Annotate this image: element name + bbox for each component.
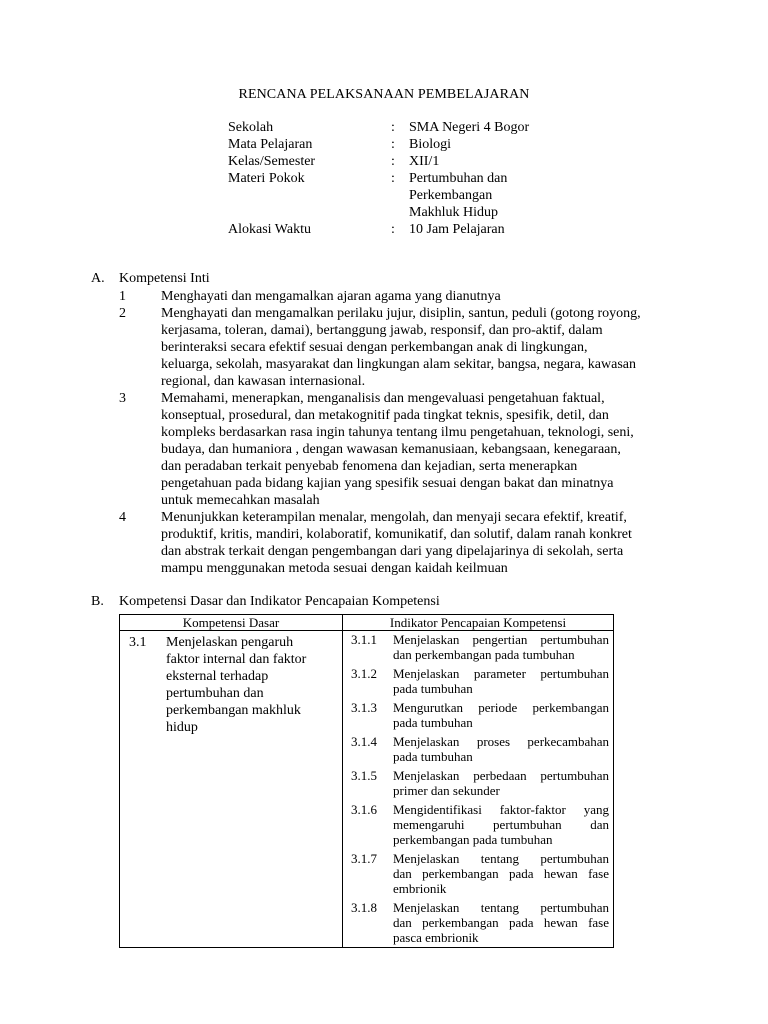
alokasi-label: Alokasi Waktu [228, 222, 311, 237]
indicator-item [351, 666, 609, 696]
kompetensi-inti-list [119, 288, 699, 577]
text-line: hidup [166, 720, 198, 735]
text-line: pertumbuhan dan [166, 686, 264, 701]
text-line: dan perkembangan pada hewan fase [393, 866, 609, 881]
indicator-text [393, 666, 609, 696]
indicator-text [393, 900, 609, 945]
indicator-item [351, 734, 609, 764]
section-a-heading [91, 270, 210, 287]
indicator-number: 3.1.8 [351, 900, 377, 915]
indicator-text [393, 632, 609, 662]
text-line: Menjelaskan perbedaan pertumbuhan [393, 768, 609, 783]
kd-number: 3.1 [129, 635, 147, 650]
indicator-number: 3.1.3 [351, 700, 377, 715]
section-letter: B. [91, 594, 104, 609]
mapel-label: Mata Pelajaran [228, 137, 313, 152]
indicator-cell [343, 631, 614, 948]
item-number: 3 [119, 391, 126, 406]
list-item [119, 305, 699, 390]
indicator-text [393, 851, 609, 896]
materi-value-line: Perkembangan [409, 188, 493, 203]
list-item [119, 288, 699, 305]
indicator-number: 3.1.2 [351, 666, 377, 681]
text-line: Menghayati dan mengamalkan ajaran agama yang dianutnya [161, 289, 501, 304]
text-line: dan perkembangan pada tumbuhan [393, 647, 575, 662]
text-line: kerjasama, toleran, damai), bertanggung jawab, responsif, dan pro-aktif, dalam [161, 323, 603, 338]
text-line: dan perkembangan pada hewan fase [393, 915, 609, 930]
colon: : [391, 171, 395, 186]
section-title: Kompetensi Dasar dan Indikator Pencapaian Kompetensi [119, 594, 440, 609]
indicator-number: 3.1.1 [351, 632, 377, 647]
item-number: 2 [119, 306, 126, 321]
kd-cell [120, 631, 343, 948]
colon: : [391, 154, 395, 169]
text-line: Menjelaskan pengertian pertumbuhan [393, 632, 609, 647]
column-header-indikator: Indikator Pencapaian Kompetensi [343, 615, 614, 631]
text-line: Menjelaskan proses perkecambahan [393, 734, 609, 749]
indicator-item [351, 700, 609, 730]
text-line: regional, dan kawasan internasional. [161, 374, 366, 389]
section-b-heading [91, 593, 440, 610]
kd-indicator-table [119, 614, 614, 948]
materi-value-line: Makhluk Hidup [409, 205, 499, 220]
indicator-number: 3.1.6 [351, 802, 377, 817]
item-number: 4 [119, 510, 126, 525]
text-line: embrionik [393, 881, 447, 896]
kd-text [129, 634, 341, 736]
text-line: untuk memecahkan masalah [161, 493, 320, 508]
text-line: Menjelaskan pengaruh [166, 635, 294, 650]
text-line: dan peradaban terkait penyebab fenomena dan kejadian, serta menerapkan [161, 459, 578, 474]
document-title: RENCANA PELAKSANAAN PEMBELAJARAN [238, 87, 530, 102]
indicator-item [351, 802, 609, 847]
sekolah-label: Sekolah [228, 120, 274, 135]
text-line: Menghayati dan mengamalkan perilaku jujur, disiplin, santun, peduli (gotong royong, [161, 306, 641, 321]
materi-label: Materi Pokok [228, 171, 305, 186]
text-line: eksternal terhadap [166, 669, 269, 684]
kelas-value: XII/1 [409, 154, 440, 169]
indicator-text [393, 768, 609, 798]
indicator-number: 3.1.7 [351, 851, 377, 866]
indicator-text [393, 700, 609, 730]
section-title: Kompetensi Inti [119, 271, 210, 286]
sekolah-value: SMA Negeri 4 Bogor [409, 120, 530, 135]
text-line: primer dan sekunder [393, 783, 500, 798]
text-line: pada tumbuhan [393, 681, 473, 696]
text-line: kompleks berdasarkan rasa ingin tahunya tentang ilmu pengetahuan, teknologi, seni, [161, 425, 634, 440]
text-line: perkembangan makhluk [166, 703, 301, 718]
kd-content [121, 632, 341, 740]
text-line: pada tumbuhan [393, 715, 473, 730]
column-header-kd: Kompetensi Dasar [120, 615, 343, 631]
table-row [120, 631, 614, 948]
indicator-text [393, 802, 609, 847]
text-line: Menjelaskan parameter pertumbuhan [393, 666, 609, 681]
indicator-number: 3.1.4 [351, 734, 377, 749]
text-line: budaya, dan humaniora , dengan wawasan kemanusiaan, kebangsaan, kenegaraan, [161, 442, 621, 457]
text-line: Mengidentifikasi faktor-faktor yang [393, 802, 609, 817]
alokasi-value: 10 Jam Pelajaran [409, 222, 505, 237]
materi-value [409, 170, 507, 221]
item-text [161, 509, 699, 577]
text-line: berinteraksi secara efektif sesuai dengan perkembangan anak di lingkungan, [161, 340, 588, 355]
mapel-value: Biologi [409, 137, 452, 152]
item-number: 1 [119, 289, 126, 304]
text-line: faktor internal dan faktor [166, 652, 307, 667]
text-line: Menjelaskan tentang pertumbuhan [393, 900, 609, 915]
text-line: Menunjukkan keterampilan menalar, mengolah, dan menyaji secara efektif, kreatif, [161, 510, 627, 525]
indicator-item [351, 900, 609, 945]
text-line: Menjelaskan tentang pertumbuhan [393, 851, 609, 866]
indicator-number: 3.1.5 [351, 768, 377, 783]
item-text [161, 390, 699, 509]
list-item [119, 390, 699, 509]
kelas-label: Kelas/Semester [228, 154, 316, 169]
text-line: konseptual, prosedural, dan metakognitif pada tingkat teknis, spesifik, detil, dan [161, 408, 609, 423]
text-line: pada tumbuhan [393, 749, 473, 764]
materi-value-line: Pertumbuhan dan [409, 171, 508, 186]
colon: : [391, 222, 395, 237]
indicator-item [351, 632, 609, 662]
text-line: produktif, kritis, mandiri, kolaboratif, komunikatif, dan solutif, dalam ranah konkret [161, 527, 632, 542]
text-line: pasca embrionik [393, 930, 479, 945]
text-line: keluarga, sekolah, masyarakat dan lingkungan alam sekitar, bangsa, negara, kawasan [161, 357, 637, 372]
colon: : [391, 120, 395, 135]
text-line: Memahami, menerapkan, menganalisis dan mengevaluasi pengetahuan faktual, [161, 391, 605, 406]
indicator-item [351, 851, 609, 896]
text-line: pengetahuan pada bidang kajian yang spesifik sesuai dengan bakat dan minatnya [161, 476, 614, 491]
indicator-text [393, 734, 609, 764]
indicator-item [351, 768, 609, 798]
section-letter: A. [91, 271, 105, 286]
list-item [119, 509, 699, 577]
text-line: memengaruhi pertumbuhan dan [393, 817, 609, 832]
colon: : [391, 137, 395, 152]
item-text [161, 288, 699, 305]
text-line: mampu menggunakan metoda sesuai dengan kaidah keilmuan [161, 561, 508, 576]
text-line: Mengurutkan periode perkembangan [393, 700, 609, 715]
text-line: dan abstrak terkait dengan pengembangan dari yang dipelajarinya di sekolah, serta [161, 544, 624, 559]
item-text [161, 305, 699, 390]
text-line: perkembangan pada tumbuhan [393, 832, 553, 847]
table-header-row [120, 615, 614, 631]
